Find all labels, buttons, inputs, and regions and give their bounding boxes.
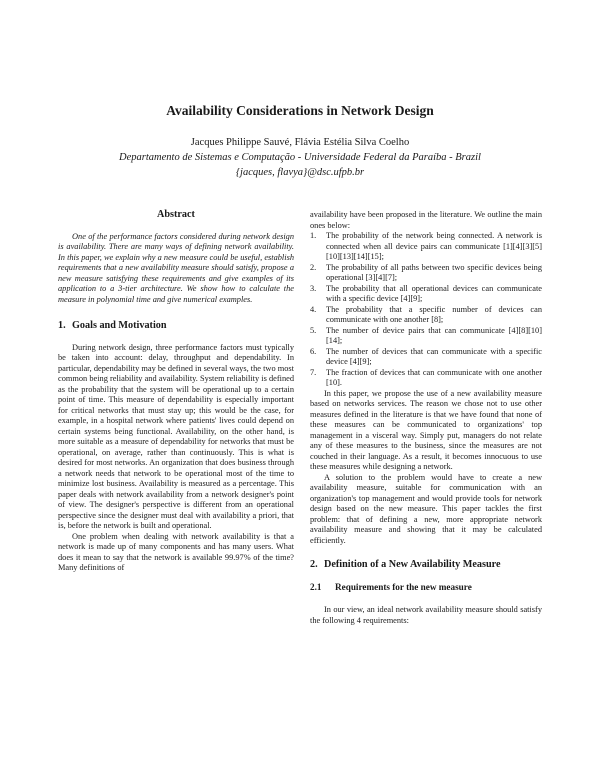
subsection-2-1-heading (310, 582, 542, 593)
section-1-title: Goals and Motivation (72, 320, 167, 331)
list-item: 2. The probability of all paths between two specific devices being operational [3][4][7]; (310, 262, 542, 282)
paper-title: Availability Considerations in Network Design (166, 103, 434, 118)
paper-authors: Jacques Philippe Sauvé, Flávia Estélia Silva Coelho (190, 137, 410, 148)
paper-affiliation: Departamento de Sistemas e Computação - Universidade Federal da Paraíba - Brazil (119, 152, 481, 163)
paper-email: {jacques, flavya}@dsc.ufpb.br (235, 167, 365, 178)
subsection-2-1-number: 2.1 (310, 581, 322, 592)
availability-definitions-list (310, 231, 542, 389)
abstract-text: One of the performance factors considered during network design is availability. There are many ways of defining network availability. In this paper, we explain why a new measure could be useful, establish requirements that a new availability measure should satisfy, propose a new measure satisfying these requirements and give examples of its application to a 3-tier architecture. We show how to calculate the measure in polynomial time and give numerical examples. (58, 231, 294, 304)
list-item: 3. The probability that all operational devices can communicate with a specific device [4][9]; (310, 283, 542, 303)
abstract (58, 210, 294, 305)
section-1-heading (58, 321, 294, 332)
subsection-2-1-title: Requirements for the new measure (335, 581, 472, 592)
section-1-paragraph-4: In this paper, we propose the use of a new availability measure based on networks services. The reason we chose not to use other measures defined in the literature is that we have found that none of these measures can be communicated to organizations' top management in a visceral way. Simply put, managers do not relate any of these measures to the business, since the measures are not couched in their language. As a result, it becomes innocuous to use these measures while designing a network. (310, 388, 542, 471)
left-column (58, 210, 294, 574)
section-2-paragraph-1: In our view, an ideal network availability measure should satisfy the following 4 requirements: (310, 605, 542, 625)
section-1-paragraph-3: availability have been proposed in the literature. We outline the main ones below: (310, 210, 542, 230)
section-2-heading (310, 560, 542, 571)
section-1-number: 1. (58, 320, 66, 331)
right-column (310, 210, 542, 626)
list-item: 7. The fraction of devices that can communicate with one another [10]. (310, 367, 542, 387)
section-2-title: Definition of a New Availability Measure (324, 559, 501, 570)
list-item: 1. The probability of the network being connected. A network is connected when all device pairs can communicate [1][4][3][5][10][13][14][15]; (310, 231, 542, 261)
section-1-paragraph-2: One problem when dealing with network availability is that a network is made up of many components and has many users. What does it mean to say that the network is available 99.97% of the time? Many definitions of (58, 531, 294, 572)
abstract-heading: Abstract (157, 209, 195, 220)
list-item: 4. The probability that a specific number of devices can communicate with one another [8]; (310, 304, 542, 324)
list-item: 5. The number of device pairs that can communicate [4][8][10][14]; (310, 325, 542, 345)
section-1-paragraph-1: During network design, three performance factors must typically be taken into account: delay, throughput and dependability. In particular, dependability may be defined in several ways, the two most common being reliability and availability. System reliability is defined as the probability that the system will be operational up to a certain point of time. This measure of dependability is especially important for critical networks that must stay up; this would be the case, for example, in a hospital network where patients' lives could depend on certain systems being functional. Availability, on the other hand, is more suitable as a measure of dependability for networks that must be operational, on average, rather than continuously. This is what is desired for most networks. An organization that does business through a network needs that network to be operational most of the time to minimize lost business. Availability is measured as a percentage. This paper deals with network availability from a network designer's point of view. The designer's perspective is different from an operational perspective since the designer must deal with availability a priori, that is, before the network is built and operational. (58, 342, 294, 530)
section-2-number: 2. (310, 559, 318, 570)
list-item: 6. The number of devices that can communicate with a specific device [4][9]; (310, 346, 542, 366)
section-1-paragraph-5: A solution to the problem would have to create a new availability measure, suitable for communication with an organization's top management and would provide tools for network design based on the new measure. This paper tackles the first problem: that of defining a new, more appropriate network availability measure and showing that it may be calculated efficiently. (310, 472, 542, 545)
